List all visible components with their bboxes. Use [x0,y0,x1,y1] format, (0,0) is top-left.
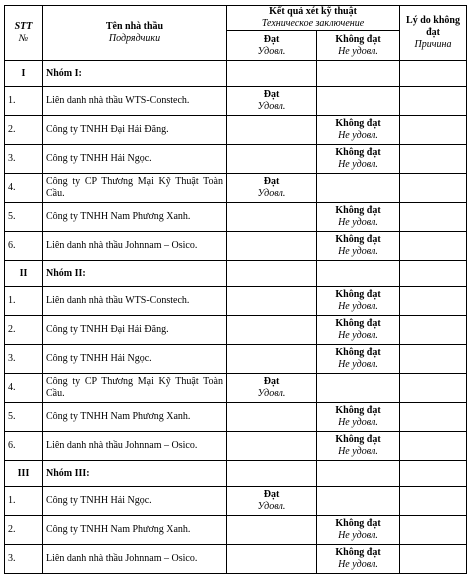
fail-sub: Не удовл. [338,446,378,457]
fail-sub: Не удовл. [338,217,378,228]
row-number: 3. [8,153,16,164]
row-number: 2. [8,524,16,535]
reason-cell [400,145,467,174]
group-roman-cell [5,461,43,487]
pass-cell [227,432,317,461]
group-row [5,461,467,487]
contractor-name: Công ty CP Thương Mại Kỹ Thuật Toàn Cầu. [46,376,223,399]
group-fail-cell [317,461,400,487]
contractor-name: Công ty TNHH Đại Hải Đăng. [46,324,169,335]
header-fail-label: Không đạt [335,33,381,45]
table-row [5,316,467,345]
header-reason-cell [400,6,467,61]
row-number: 3. [8,353,16,364]
header-result-sub: Техническое заключение [261,18,365,29]
table-row [5,432,467,461]
reason-cell [400,432,467,461]
group-roman-cell [5,261,43,287]
table-row [5,145,467,174]
pass-cell [227,116,317,145]
row-number-cell [5,345,43,374]
fail-cell [317,432,400,461]
fail-cell [317,203,400,232]
header-reason-sub: Причина [414,39,452,50]
contractor-name-cell [43,487,227,516]
pass-cell [227,232,317,261]
pass-cell [227,174,317,203]
header-pass-sub: Удовл. [257,45,286,57]
row-number-cell [5,174,43,203]
row-number-cell [5,116,43,145]
table-row [5,545,467,574]
pass-label: Đạt [263,89,280,100]
pass-cell [227,374,317,403]
group-title: Nhóm I: [46,67,82,79]
contractor-name-cell [43,287,227,316]
row-number: 5. [8,411,16,422]
row-number: 1. [8,95,16,106]
row-number-cell [5,232,43,261]
fail-label: Không đạt [335,318,381,329]
row-number: 1. [8,495,16,506]
contractor-name-cell [43,232,227,261]
group-reason-cell [400,461,467,487]
header-reason-label: Lý do không đạt [406,15,460,38]
fail-cell [317,545,400,574]
group-roman: III [17,467,30,479]
group-title-cell [43,61,227,87]
fail-label: Không đạt [335,405,381,416]
group-pass-cell [227,261,317,287]
contractor-name-cell [43,545,227,574]
contractor-name-cell [43,203,227,232]
row-number: 3. [8,553,16,564]
contractor-name: Liên danh nhà thầu WTS-Constech. [46,295,190,306]
fail-cell [317,287,400,316]
header-fail-sub: Не удовл. [338,45,378,57]
row-number: 4. [8,382,16,393]
table-row [5,87,467,116]
reason-cell [400,374,467,403]
row-number-cell [5,545,43,574]
fail-label: Không đạt [335,147,381,158]
header-stt-label: STT [14,21,33,32]
header-result-label: Kết quả xét kỹ thuật [269,6,357,17]
fail-sub: Не удовл. [338,530,378,541]
pass-cell [227,87,317,116]
header-stt-cell [5,6,43,61]
contractor-name-cell [43,403,227,432]
row-number: 1. [8,295,16,306]
fail-cell [317,345,400,374]
row-number: 6. [8,240,16,251]
contractor-name-cell [43,116,227,145]
fail-sub: Не удовл. [338,417,378,428]
pass-label: Đạt [263,376,280,387]
fail-label: Không đạt [335,289,381,300]
reason-cell [400,316,467,345]
fail-cell [317,487,400,516]
pass-cell [227,545,317,574]
table-body [5,61,467,574]
fail-cell [317,316,400,345]
header-name-cell [43,6,227,61]
group-title-cell [43,461,227,487]
row-number: 2. [8,124,16,135]
header-pass-cell [227,31,317,61]
pass-sub: Удовл. [257,388,286,399]
contractor-name: Công ty TNHH Hải Ngọc. [46,353,152,364]
fail-label: Không đạt [335,205,381,216]
contractor-name: Công ty TNHH Nam Phương Xanh. [46,524,191,535]
header-name-sub: Подрядчики [108,33,161,44]
contractor-name: Liên danh nhà thầu WTS-Constech. [46,95,190,106]
row-number-cell [5,87,43,116]
contractor-name: Công ty TNHH Hải Ngọc. [46,495,152,506]
row-number: 6. [8,440,16,451]
contractor-name-cell [43,174,227,203]
fail-cell [317,516,400,545]
bid-evaluation-table [4,5,467,574]
contractor-name-cell [43,145,227,174]
pass-sub: Удовл. [257,501,286,512]
group-reason-cell [400,61,467,87]
row-number: 4. [8,182,16,193]
row-number-cell [5,374,43,403]
fail-sub: Не удовл. [338,130,378,141]
row-number-cell [5,316,43,345]
fail-label: Không đạt [335,118,381,129]
fail-label: Không đạt [335,547,381,558]
pass-cell [227,145,317,174]
fail-cell [317,374,400,403]
header-name-label: Tên nhà thầu [105,21,164,32]
table-row [5,174,467,203]
fail-sub: Не удовл. [338,159,378,170]
group-row [5,61,467,87]
reason-cell [400,174,467,203]
header-pass-label: Đạt [263,33,280,45]
row-number-cell [5,203,43,232]
fail-cell [317,87,400,116]
group-title-cell [43,261,227,287]
table-header-row [5,6,467,31]
fail-label: Không đạt [335,347,381,358]
fail-sub: Не удовл. [338,246,378,257]
fail-sub: Не удовл. [338,301,378,312]
group-row [5,261,467,287]
reason-cell [400,287,467,316]
reason-cell [400,116,467,145]
group-title: Nhóm III: [46,467,90,479]
group-roman-cell [5,61,43,87]
table-row [5,232,467,261]
contractor-name: Liên danh nhà thầu Johnnam – Osico. [46,240,198,251]
table-row [5,403,467,432]
table-row [5,116,467,145]
pass-sub: Удовл. [257,101,286,112]
group-pass-cell [227,461,317,487]
fail-sub: Не удовл. [338,359,378,370]
contractor-name: Công ty TNHH Hải Ngọc. [46,153,152,164]
row-number: 5. [8,211,16,222]
contractor-name: Công ty TNHH Nam Phương Xanh. [46,211,191,222]
contractor-name-cell [43,345,227,374]
contractor-name-cell [43,316,227,345]
group-roman: I [21,67,26,79]
fail-sub: Не удовл. [338,330,378,341]
fail-cell [317,232,400,261]
reason-cell [400,545,467,574]
contractor-name-cell [43,516,227,545]
row-number-cell [5,403,43,432]
group-pass-cell [227,61,317,87]
table-row [5,203,467,232]
fail-label: Không đạt [335,518,381,529]
fail-cell [317,403,400,432]
reason-cell [400,203,467,232]
fail-sub: Не удовл. [338,559,378,570]
fail-label: Không đạt [335,234,381,245]
contractor-name-cell [43,432,227,461]
contractor-name: Công ty TNHH Nam Phương Xanh. [46,411,191,422]
fail-cell [317,174,400,203]
reason-cell [400,403,467,432]
row-number-cell [5,287,43,316]
group-fail-cell [317,61,400,87]
row-number-cell [5,487,43,516]
reason-cell [400,345,467,374]
pass-cell [227,516,317,545]
contractor-name: Liên danh nhà thầu Johnnam – Osico. [46,553,198,564]
row-number-cell [5,145,43,174]
table-row [5,487,467,516]
contractor-name: Công ty CP Thương Mại Kỹ Thuật Toàn Cầu. [46,176,223,199]
pass-label: Đạt [263,176,280,187]
contractor-name: Công ty TNHH Đại Hải Đăng. [46,124,169,135]
contractor-name-cell [43,374,227,403]
pass-sub: Удовл. [257,188,286,199]
header-stt-sub: № [18,33,29,44]
pass-cell [227,345,317,374]
fail-cell [317,145,400,174]
group-roman: II [19,267,28,279]
row-number-cell [5,516,43,545]
row-number: 2. [8,324,16,335]
group-fail-cell [317,261,400,287]
reason-cell [400,87,467,116]
pass-cell [227,203,317,232]
fail-label: Không đạt [335,434,381,445]
contractor-name-cell [43,87,227,116]
row-number-cell [5,432,43,461]
fail-cell [317,116,400,145]
reason-cell [400,516,467,545]
contractor-name: Liên danh nhà thầu Johnnam – Osico. [46,440,198,451]
table-row [5,287,467,316]
table-row [5,345,467,374]
pass-cell [227,287,317,316]
table-row [5,516,467,545]
header-result-cell [227,6,400,31]
pass-cell [227,316,317,345]
table-row [5,374,467,403]
header-fail-cell [317,31,400,61]
group-reason-cell [400,261,467,287]
pass-cell [227,403,317,432]
reason-cell [400,232,467,261]
group-title: Nhóm II: [46,267,86,279]
pass-cell [227,487,317,516]
pass-label: Đạt [263,489,280,500]
reason-cell [400,487,467,516]
